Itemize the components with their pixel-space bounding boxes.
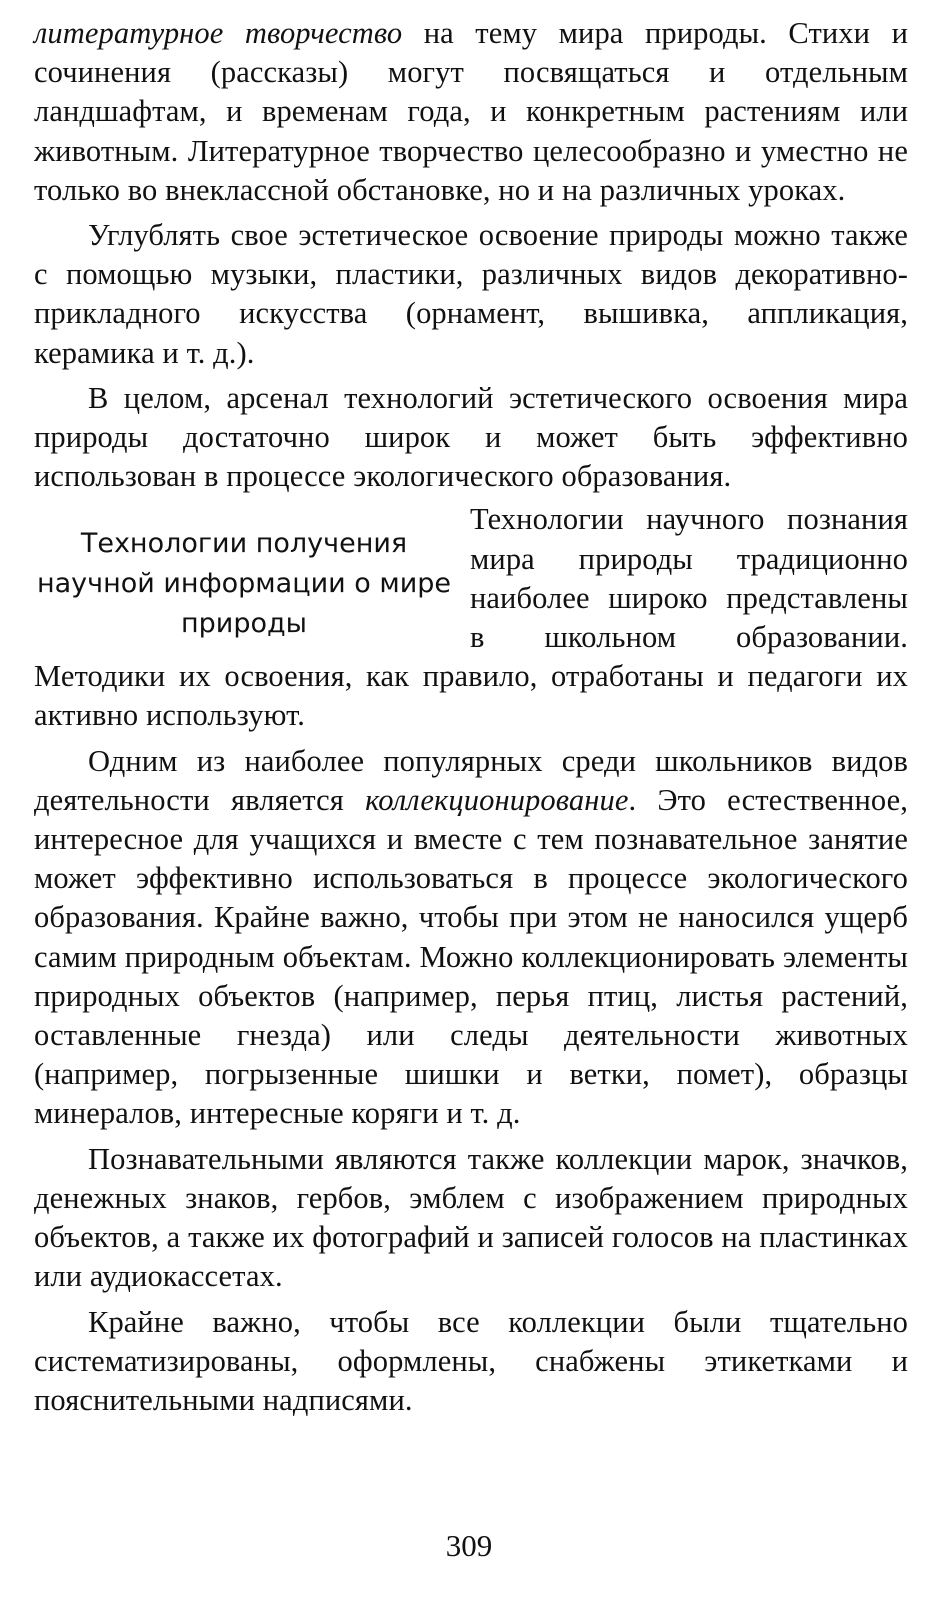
paragraph-text: на тему мира природы. Стихи и сочинения (рассказы) могут посвящаться и отдельным ландшафтам, и временам года, и конкретным растениям или животным. Литературное творчество целесообразно и уместно не только во внеклассной обстановке, но и на различных уроках.	[34, 16, 909, 207]
section-heading: Технологии получения научной информации о мире природы	[36, 528, 452, 640]
paragraph-text: Одним из наиболее популярных среди школьников видов деятельности является	[34, 743, 908, 817]
paragraph-aesthetic-exploration: Углублять свое эстетическое освоение природы можно также с помощью музыки, пластики, различных видов декоративно-прикладного искусства (орнамент, вышивка, аппликация, керамика и т. д.).	[34, 218, 908, 370]
paragraph-collecting	[34, 742, 908, 1134]
page-number: 309	[445, 1528, 493, 1563]
paragraph-arsenal-summary: В целом, арсенал технологий эстетического освоения мира природы достаточно широк и может быть эффективно использован в процессе экологического образования.	[34, 380, 908, 494]
paragraph-literary-creativity	[34, 14, 908, 210]
paragraph-scientific-cognition: Технологии научного познания мира природы традиционно наиболее широко представлены в школьном образовании. Методики их освоения, как правило, отработаны и педагоги их активно используют.	[34, 502, 908, 733]
italic-term-literary-creativity: литературное творчество	[34, 16, 403, 50]
paragraph-text: . Это естественное, интересное для учащихся и вместе с тем познавательное занятие может эффективно использоваться в процессе экологического образования. Крайне важно, чтобы при этом не наносился ущерб самим природным объектам. Можно коллекционировать элементы природных объектов (например, перья птиц, листья растений, оставленные гнезда) или следы деятельности животных (например, погрызенные шишки и ветки, помет), образцы минералов, интересные коряги и т. д.	[34, 782, 908, 1131]
paragraph-collections-organization: Крайне важно, чтобы все коллекции были тщательно систематизированы, оформлены, снабжены этикетками и пояснительными надписями.	[34, 1304, 908, 1417]
paragraph-collections-types: Познавательными являются также коллекции марок, значков, денежных знаков, гербов, эмблем с изображением природных объектов, а также их фотографий и записей голосов на пластинках или аудиокассетах.	[34, 1141, 908, 1294]
italic-term-collecting: коллекционирование	[365, 782, 629, 817]
section-block	[34, 500, 908, 735]
